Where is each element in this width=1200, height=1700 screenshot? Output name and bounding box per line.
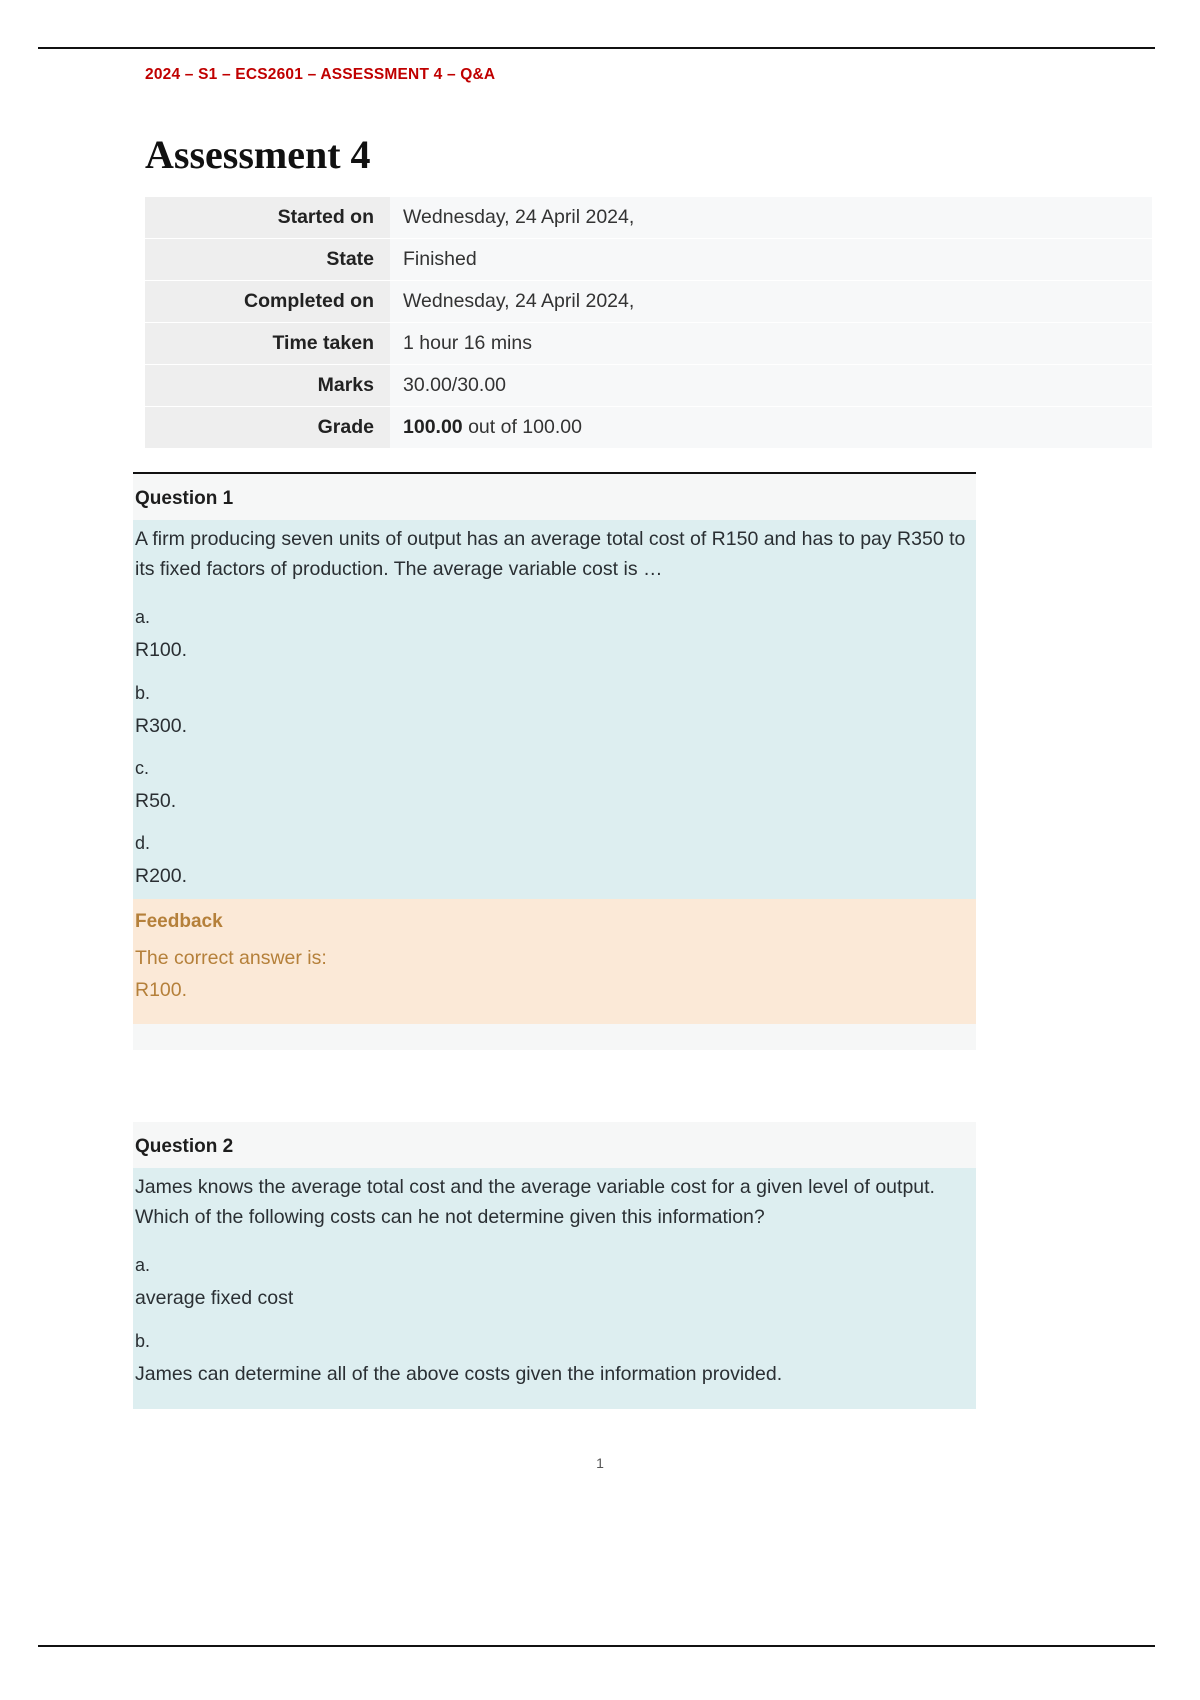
option-letter: a. <box>135 1255 151 1276</box>
summary-label-grade: Grade <box>145 407 390 449</box>
question-body <box>133 1168 976 1409</box>
grade-score: 100.00 <box>403 416 463 438</box>
table-row <box>145 323 1152 365</box>
question-block-1 <box>133 474 976 1050</box>
option-text: R300. <box>135 714 188 737</box>
table-row <box>145 407 1152 449</box>
grade-outof: out of 100.00 <box>462 416 582 438</box>
table-row <box>145 365 1152 407</box>
question-heading: Question 2 <box>133 1122 976 1168</box>
option-letter: b. <box>135 1330 151 1351</box>
document-header: 2024 – S1 – ECS2601 – ASSESSMENT 4 – Q&A <box>145 66 496 83</box>
top-rule <box>38 47 1155 49</box>
option-text: R50. <box>135 789 177 812</box>
option-letter: c. <box>135 757 150 778</box>
question-block-2 <box>133 1122 976 1409</box>
summary-label-started-on: Started on <box>145 197 390 239</box>
question-body <box>133 520 976 899</box>
question-stem: James knows the average total cost and the average variable cost for a given level of output. Which of the following costs can he not determine given this information? <box>135 1176 935 1229</box>
option-letter: b. <box>135 682 151 703</box>
option-text: James can determine all of the above costs given the information provided. <box>135 1362 783 1385</box>
option-text: R100. <box>135 639 188 662</box>
page-title: Assessment 4 <box>145 132 371 177</box>
table-row <box>145 197 1152 239</box>
option-c[interactable] <box>135 741 976 816</box>
summary-value-started-on: Wednesday, 24 April 2024, <box>390 197 1152 239</box>
option-d[interactable] <box>135 816 976 891</box>
question-heading: Question 1 <box>133 474 976 520</box>
feedback-title: Feedback <box>135 911 223 933</box>
feedback-block <box>133 899 976 1023</box>
option-a[interactable] <box>135 590 976 665</box>
option-letter: a. <box>135 607 151 628</box>
summary-label-time-taken: Time taken <box>145 323 390 365</box>
attempt-summary-table <box>145 197 1152 448</box>
table-row <box>145 239 1152 281</box>
block-gap <box>133 1024 976 1050</box>
table-row <box>145 281 1152 323</box>
summary-label-state: State <box>145 239 390 281</box>
option-b[interactable] <box>135 1314 976 1389</box>
feedback-line-1: The correct answer is: <box>135 947 327 970</box>
question-stem: A firm producing seven units of output has an average total cost of R150 and has to pay R350 to its fixed factors of production. The average variable cost is … <box>135 528 966 581</box>
page-number: 1 <box>596 1455 604 1471</box>
bottom-rule <box>38 1645 1155 1647</box>
summary-value-completed-on: Wednesday, 24 April 2024, <box>390 281 1152 323</box>
summary-label-completed-on: Completed on <box>145 281 390 323</box>
option-letter: d. <box>135 833 151 854</box>
summary-value-time-taken: 1 hour 16 mins <box>390 323 1152 365</box>
option-a[interactable] <box>135 1238 976 1313</box>
option-text: R200. <box>135 865 188 888</box>
summary-label-marks: Marks <box>145 365 390 407</box>
summary-value-grade <box>390 407 1152 449</box>
summary-value-state: Finished <box>390 239 1152 281</box>
feedback-line-2: R100. <box>135 978 188 1001</box>
option-text: average fixed cost <box>135 1287 294 1310</box>
summary-value-marks: 30.00/30.00 <box>390 365 1152 407</box>
option-b[interactable] <box>135 666 976 741</box>
